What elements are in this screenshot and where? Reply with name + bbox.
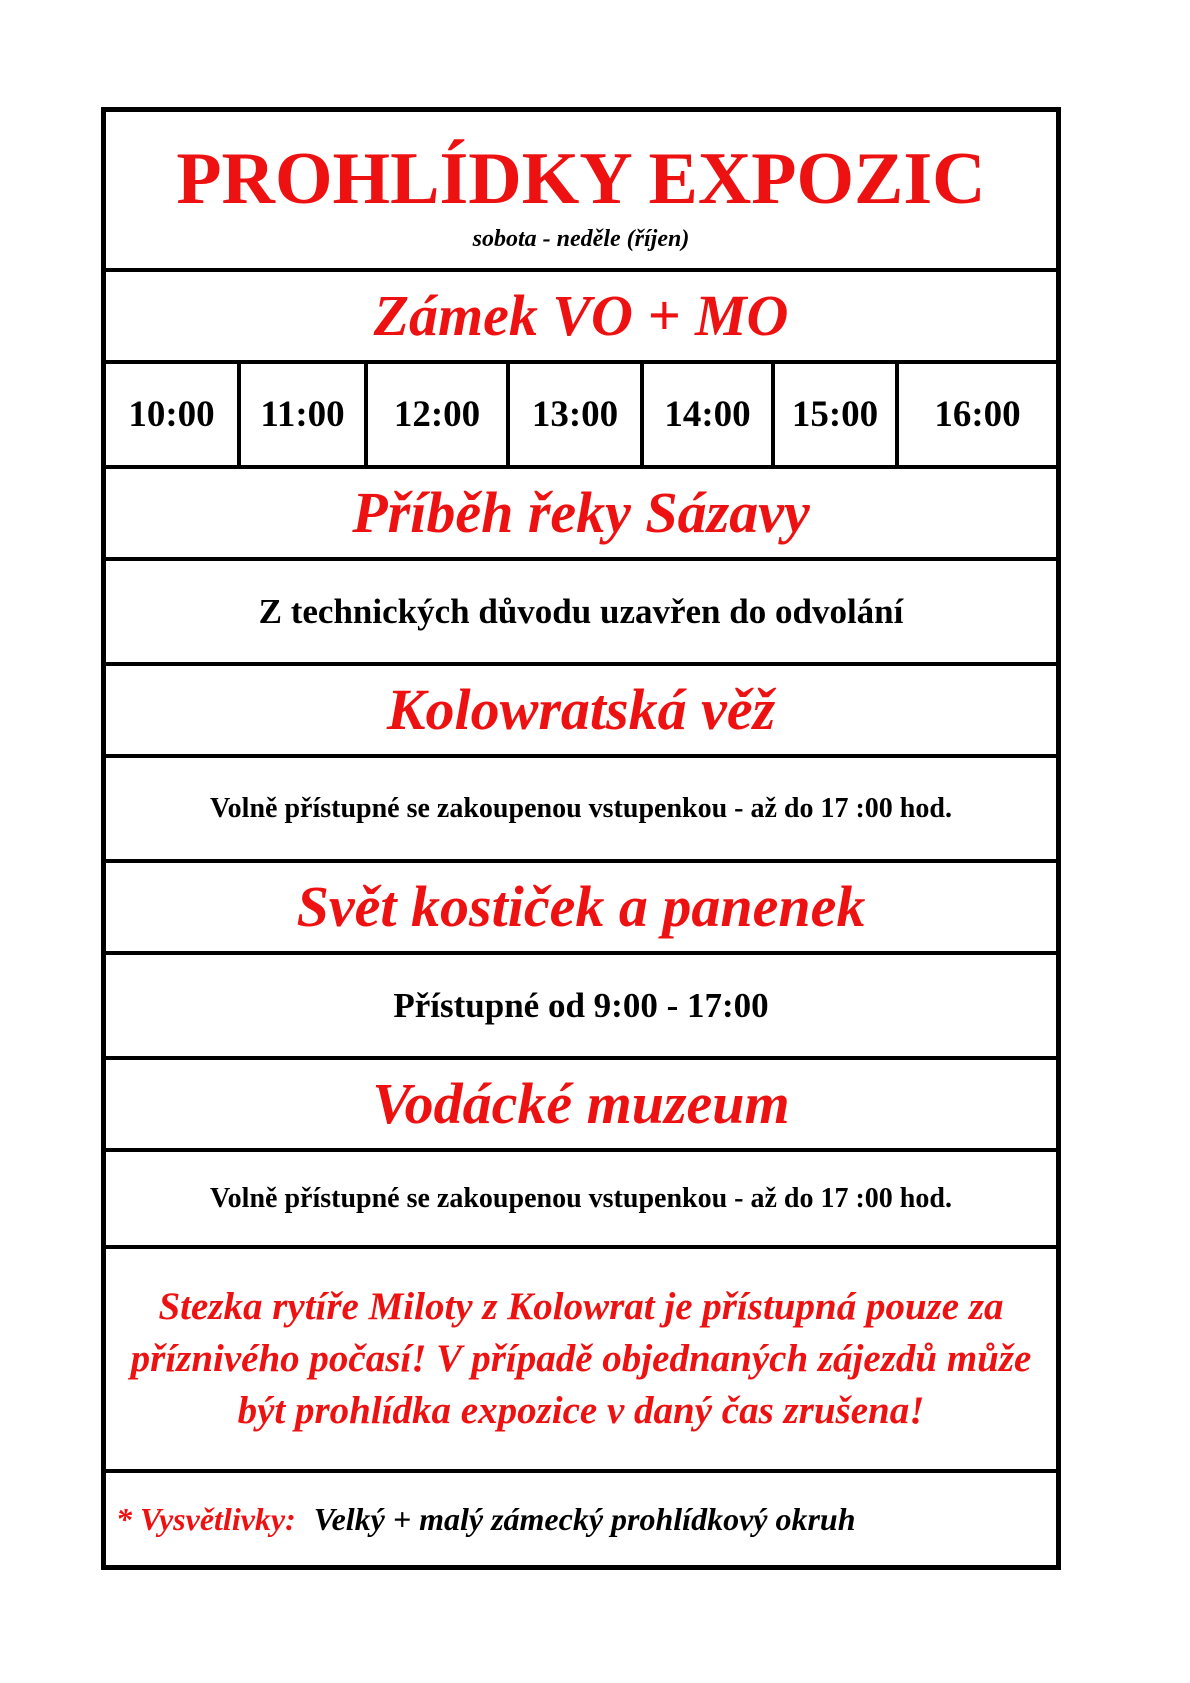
page-title: PROHLÍDKY EXPOZIC — [176, 137, 986, 220]
section-heading-text: Vodácké muzeum — [372, 1071, 790, 1136]
legend-label: * Vysvětlivky: — [116, 1500, 296, 1537]
time-cell — [364, 364, 506, 465]
section-heading-text: Zámek VO + MO — [373, 283, 789, 348]
time-label: 12:00 — [393, 394, 481, 435]
section-heading-text: Příběh řeky Sázavy — [352, 480, 810, 545]
notice-text: Stezka rytíře Miloty z Kolowrat je přístupná pouze za příznivého počasí! V případě objednaných zájezdů může být prohlídka expozice v daný čas zrušena! — [130, 1285, 1032, 1432]
section-heading-sazava — [106, 469, 1056, 557]
time-label: 14:00 — [664, 394, 751, 435]
section-heading-kosticky — [106, 863, 1056, 951]
time-label: 15:00 — [791, 394, 879, 435]
time-cell — [237, 364, 364, 465]
time-cell — [895, 364, 1056, 465]
time-label: 10:00 — [128, 394, 215, 435]
legend-text: Velký + malý zámecký prohlídkový okruh — [313, 1500, 856, 1537]
time-label: 11:00 — [260, 394, 345, 435]
section-heading-muzeum — [106, 1060, 1056, 1148]
time-cell — [640, 364, 771, 465]
section-info-muzeum — [106, 1152, 1056, 1245]
section-heading-text: Kolowratská věž — [386, 677, 776, 742]
page-subtitle: sobota - neděle (říjen) — [472, 225, 690, 252]
legend — [106, 1473, 1056, 1565]
time-cell — [506, 364, 640, 465]
section-info-text: Z technických důvodu uzavřen do odvolání — [258, 591, 904, 631]
schedule-table — [101, 107, 1061, 1570]
section-info-text: Volně přístupné se zakoupenou vstupenkou - až do 17 :00 hod. — [210, 792, 952, 824]
weather-notice — [106, 1249, 1056, 1469]
section-info-kosticky — [106, 955, 1056, 1056]
time-cell — [771, 364, 895, 465]
header-cell — [106, 112, 1056, 268]
section-heading-zamek — [106, 272, 1056, 360]
tour-times-row — [106, 364, 1056, 465]
section-info-sazava — [106, 561, 1056, 662]
section-heading-vez — [106, 666, 1056, 754]
time-label: 13:00 — [531, 394, 619, 435]
time-label: 16:00 — [934, 394, 1021, 435]
section-info-text: Volně přístupné se zakoupenou vstupenkou - až do 17 :00 hod. — [210, 1182, 952, 1214]
section-info-text: Přístupné od 9:00 - 17:00 — [393, 985, 769, 1025]
section-info-vez — [106, 758, 1056, 859]
time-cell — [106, 364, 237, 465]
section-heading-text: Svět kostiček a panenek — [296, 874, 866, 939]
